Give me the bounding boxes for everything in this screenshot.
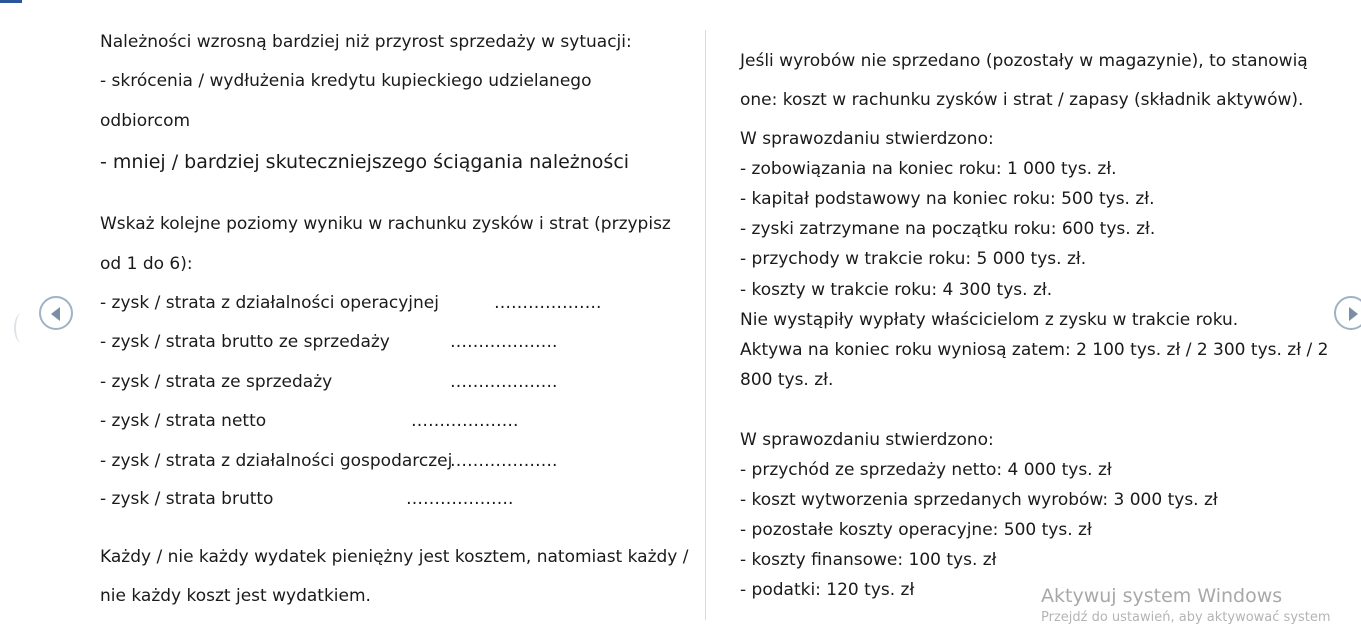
- assets-question-line: Nie wystąpiły wypłaty właścicielom z zysku w trakcie roku.: [740, 310, 1239, 330]
- income-question-line: - przychód ze sprzedaży netto: 4 000 tys. zł: [740, 460, 1112, 480]
- assets-question-line: - przychody w trakcie roku: 5 000 tys. zł.: [740, 249, 1087, 269]
- levels-item-label: - zysk / strata ze sprzedaży: [100, 372, 333, 392]
- levels-item-blank: ……………….: [494, 293, 602, 313]
- levels-item-label: - zysk / strata z działalności gospodarczej: [100, 451, 453, 471]
- chevron-right-icon: [1349, 307, 1358, 321]
- page-edge-shadow: [14, 313, 30, 343]
- levels-item-label: - zysk / strata brutto: [100, 489, 274, 509]
- assets-question-line: - zobowiązania na koniec roku: 1 000 tys. zł.: [740, 159, 1117, 179]
- levels-item-label: - zysk / strata netto: [100, 411, 267, 431]
- question-expense-cost-cont: nie każdy koszt jest wydatkiem.: [100, 586, 371, 606]
- question-levels-title-cont: od 1 do 6):: [100, 254, 193, 274]
- levels-item-blank: ……………….: [450, 372, 558, 392]
- assets-question-line: Aktywa na koniec roku wyniosą zatem: 2 100 tys. zł / 2 300 tys. zł / 2: [740, 340, 1329, 360]
- income-question-line: - koszty finansowe: 100 tys. zł: [740, 550, 997, 570]
- question-levels-title: Wskaż kolejne poziomy wyniku w rachunku zysków i strat (przypisz: [100, 214, 671, 234]
- question-receivables-option2: - mniej / bardziej skuteczniejszego ściągania należności: [100, 151, 630, 173]
- levels-item-label: - zysk / strata brutto ze sprzedaży: [100, 332, 390, 352]
- question-receivables-title: Należności wzrosną bardziej niż przyrost sprzedaży w sytuacji:: [100, 32, 632, 52]
- assets-question-line: - zyski zatrzymane na początku roku: 600 tys. zł.: [740, 219, 1156, 239]
- income-question-line: W sprawozdaniu stwierdzono:: [740, 430, 994, 450]
- chevron-left-icon: [51, 307, 60, 321]
- assets-question-line: 800 tys. zł.: [740, 370, 834, 390]
- question-expense-cost: Każdy / nie każdy wydatek pieniężny jest kosztem, natomiast każdy /: [100, 547, 689, 567]
- assets-question-line: - koszty w trakcie roku: 4 300 tys. zł.: [740, 280, 1053, 300]
- page-divider: [705, 30, 706, 620]
- assets-question-line: W sprawozdaniu stwierdzono:: [740, 129, 994, 149]
- income-question-line: - koszt wytworzenia sprzedanych wyrobów: 3 000 tys. zł: [740, 490, 1218, 510]
- levels-item-blank: ……………….: [450, 451, 558, 471]
- next-page-button[interactable]: [1334, 296, 1361, 330]
- windows-activation-watermark: Aktywuj system Windows: [1041, 585, 1283, 607]
- question-unsold-goods: Jeśli wyrobów nie sprzedano (pozostały w magazynie), to stanowią: [740, 51, 1308, 71]
- windows-activation-hint: Przejdź do ustawień, aby aktywować system: [1041, 610, 1331, 625]
- window-accent: [0, 0, 22, 3]
- question-receivables-option1: - skrócenia / wydłużenia kredytu kupieckiego udzielanego: [100, 71, 592, 91]
- previous-page-button[interactable]: [39, 296, 73, 330]
- question-unsold-goods-cont: one: koszt w rachunku zysków i strat / zapasy (składnik aktywów).: [740, 90, 1304, 110]
- assets-question-line: - kapitał podstawowy na koniec roku: 500 tys. zł.: [740, 189, 1155, 209]
- levels-item-blank: ……………….: [450, 332, 558, 352]
- levels-item-blank: ……………….: [411, 411, 519, 431]
- levels-item-blank: ……………….: [406, 489, 514, 509]
- question-receivables-option1-cont: odbiorcom: [100, 111, 191, 131]
- levels-item-label: - zysk / strata z działalności operacyjnej: [100, 293, 439, 313]
- income-question-line: - pozostałe koszty operacyjne: 500 tys. zł: [740, 520, 1092, 540]
- income-question-line: - podatki: 120 tys. zł: [740, 580, 915, 600]
